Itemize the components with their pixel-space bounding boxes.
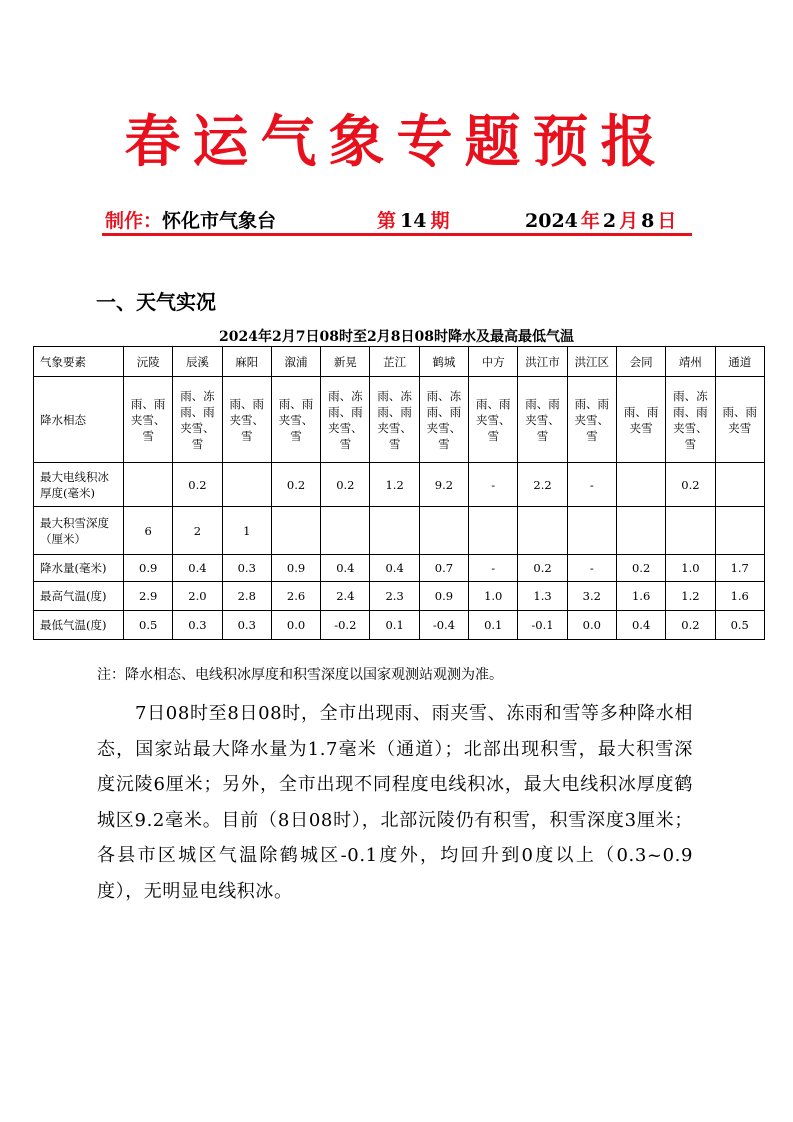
cell-line: 夹雪、 <box>377 420 412 435</box>
cell-line: 夹雪、 <box>180 420 215 435</box>
cell-line: 夹雪、 <box>328 420 363 435</box>
table-cell: 0.3 <box>222 611 271 640</box>
table-cell: 2.4 <box>321 582 370 611</box>
station-header: 辰溪 <box>173 347 222 377</box>
table-cell <box>173 377 222 463</box>
cell-line: 夹雪、 <box>229 412 264 427</box>
row-label <box>34 507 124 555</box>
section-heading: 一、天气实况 <box>96 290 216 314</box>
table-cell: - <box>567 463 616 507</box>
table-cell <box>469 507 518 555</box>
station-header: 通道 <box>715 347 764 377</box>
cell-line: 雨、雨 <box>574 396 610 411</box>
table-cell: -0.4 <box>419 611 468 640</box>
row-label <box>34 463 124 507</box>
table-cell: 0.4 <box>321 555 370 582</box>
cell-line: 夹雪、 <box>130 412 166 427</box>
date-month: 2 <box>602 210 617 232</box>
table-cell: 0.0 <box>271 611 320 640</box>
cell-line: 雨、冻 <box>180 388 215 403</box>
date-month-suffix: 月 <box>619 210 639 232</box>
row-label: 降水量(毫米) <box>34 555 124 582</box>
table-cell: 2.0 <box>173 582 222 611</box>
cell-line: 雨、冻 <box>673 388 708 403</box>
table-cell: 0.9 <box>124 555 173 582</box>
report-header <box>105 206 695 232</box>
table-cell <box>666 377 715 463</box>
report-title: 春运气象专题预报 <box>124 109 669 175</box>
table-cell: 2 <box>173 507 222 555</box>
issue-suffix: 期 <box>430 210 450 232</box>
table-cell <box>222 377 271 463</box>
cell-line: 夹雪 <box>728 420 752 435</box>
cell-line: 夹雪、 <box>475 412 511 427</box>
station-header: 新晃 <box>321 347 370 377</box>
table-cell: 1.3 <box>518 582 567 611</box>
table-cell: 0.0 <box>567 611 616 640</box>
date-day: 8 <box>641 210 655 232</box>
table-cell: 2.3 <box>370 582 419 611</box>
station-header: 鹤城 <box>419 347 468 377</box>
table-cell: 0.4 <box>616 611 665 640</box>
table-cell <box>666 507 715 555</box>
maker-name: 怀化市气象台 <box>162 210 277 232</box>
table-cell: -0.1 <box>518 611 567 640</box>
table-cell: 3.2 <box>567 582 616 611</box>
table-cell: 1.0 <box>469 582 518 611</box>
table-cell: 0.2 <box>271 463 320 507</box>
table-cell: 2.8 <box>222 582 271 611</box>
cell-line: 最大电线积冰 <box>40 469 109 484</box>
table-cell: 0.2 <box>616 555 665 582</box>
cell-line: 雨、冻 <box>426 388 462 403</box>
table-cell: 0.1 <box>370 611 419 640</box>
table-cell: 0.2 <box>173 463 222 507</box>
table-cell: 0.2 <box>666 611 715 640</box>
table-cell: 0.2 <box>321 463 370 507</box>
maker-label: 制作： <box>105 210 163 232</box>
table-cell <box>567 507 616 555</box>
cell-line: 雨、雨 <box>328 404 363 419</box>
table-cell <box>616 463 665 507</box>
table-cell: 0.7 <box>419 555 468 582</box>
table-cell <box>518 507 567 555</box>
table-title: 2024年2月7日08时至2月8日08时降水及最高最低气温 <box>219 329 574 345</box>
table-cell <box>567 377 616 463</box>
station-header: 洪江市 <box>518 347 567 377</box>
issue-prefix: 第 <box>377 210 397 232</box>
table-cell <box>715 463 764 507</box>
summary-paragraph: 7日08时至8日08时，全市出现雨、雨夹雪、冻雨和雪等多种降水相态，国家站最大降水量为1.7毫米（通道）；北部出现积雪，最大积雪深度沅陵6厘米；另外，全市出现不同程度电线积冰，最大电线积冰厚度鹤城区9.2毫米。目前（8日08时），北部沅陵仍有积雪，积雪深度3厘米；各县市区城区气温除鹤城区-0.1度外，均回升到0度以上（0.3~0.9度），无明显电线积冰。 <box>97 703 693 902</box>
table-row <box>34 463 765 507</box>
table-cell: -0.2 <box>321 611 370 640</box>
table-cell: - <box>469 463 518 507</box>
table-row <box>34 582 765 611</box>
table-cell: 1.2 <box>666 582 715 611</box>
issue-number <box>377 206 449 233</box>
weather-table <box>33 346 765 640</box>
cell-line: 最大积雪深度 <box>40 515 109 530</box>
table-cell: 0.2 <box>666 463 715 507</box>
table-cell <box>715 377 764 463</box>
table-cell: 2.6 <box>271 582 320 611</box>
cell-line: 雪 <box>142 428 154 443</box>
station-header: 溆浦 <box>271 347 320 377</box>
cell-line: 雨、雨 <box>623 404 659 419</box>
table-cell: 1.7 <box>715 555 764 582</box>
cell-line: 雪 <box>339 436 352 451</box>
table-cell: 0.5 <box>124 611 173 640</box>
cell-line: 雨、雨 <box>278 396 314 411</box>
table-cell: 1.0 <box>666 555 715 582</box>
cell-line: 夹雪、 <box>673 420 708 435</box>
table-row <box>34 377 765 463</box>
table-cell: 6 <box>124 507 173 555</box>
table-cell: 0.1 <box>469 611 518 640</box>
table-cell <box>518 377 567 463</box>
cell-line: 雨、雨 <box>229 396 264 411</box>
table-cell <box>222 463 271 507</box>
station-header: 芷江 <box>370 347 419 377</box>
table-row <box>34 555 765 582</box>
date-year-suffix: 年 <box>580 210 600 232</box>
table-cell: 0.2 <box>518 555 567 582</box>
table-cell: 1.6 <box>715 582 764 611</box>
issue-no: 14 <box>400 210 427 232</box>
cell-line: 雨、雨 <box>722 404 757 419</box>
row-label: 最高气温(度) <box>34 582 124 611</box>
table-cell <box>124 377 173 463</box>
cell-line: 雨、雨 <box>180 404 215 419</box>
date-day-suffix: 日 <box>657 210 677 232</box>
cell-line: 雪 <box>290 428 302 443</box>
table-note: 注：降水相态、电线积冰厚度和积雪深度以国家观测站观测为准。 <box>97 667 503 683</box>
cell-line: 雨、雨 <box>475 396 511 411</box>
cell-line: 雨、雨 <box>673 404 708 419</box>
cell-line: 夹雪 <box>629 420 653 435</box>
table-cell <box>370 377 419 463</box>
table-cell: 1.6 <box>616 582 665 611</box>
station-header: 会同 <box>616 347 665 377</box>
table-cell: 0.9 <box>271 555 320 582</box>
table-cell <box>469 377 518 463</box>
cell-line: （厘米） <box>40 531 86 546</box>
station-header: 麻阳 <box>222 347 271 377</box>
station-header: 中方 <box>469 347 518 377</box>
maker-info <box>105 206 276 233</box>
table-cell <box>321 507 370 555</box>
date-year: 2024 <box>525 210 578 232</box>
table-cell: 0.3 <box>222 555 271 582</box>
table-cell <box>715 507 764 555</box>
table-cell: 0.9 <box>419 582 468 611</box>
cell-line: 厚度(毫米) <box>40 485 95 500</box>
table-cell: 9.2 <box>419 463 468 507</box>
cell-line: 雨、雨 <box>426 404 462 419</box>
table-cell: 0.4 <box>370 555 419 582</box>
cell-line: 雪 <box>487 428 499 443</box>
table-cell: 1 <box>222 507 271 555</box>
table-header-row <box>34 347 765 377</box>
table-cell <box>370 507 419 555</box>
station-header: 沅陵 <box>124 347 173 377</box>
row-label: 最低气温(度) <box>34 611 124 640</box>
cell-line: 雨、冻 <box>328 388 363 403</box>
table-cell: 2.2 <box>518 463 567 507</box>
table-cell <box>616 377 665 463</box>
station-header: 靖州 <box>666 347 715 377</box>
table-cell <box>271 377 320 463</box>
table-cell: 0.4 <box>173 555 222 582</box>
table-cell: 1.2 <box>370 463 419 507</box>
cell-line: 雪 <box>191 436 204 451</box>
station-header: 洪江区 <box>567 347 616 377</box>
cell-line: 雪 <box>388 436 401 451</box>
table-cell: 0.5 <box>715 611 764 640</box>
header-divider <box>102 233 692 236</box>
cell-line: 夹雪、 <box>574 412 610 427</box>
table-cell: - <box>469 555 518 582</box>
table-cell <box>419 507 468 555</box>
table-cell: 2.9 <box>124 582 173 611</box>
table-cell: - <box>567 555 616 582</box>
table-row <box>34 611 765 640</box>
cell-line: 雪 <box>586 428 598 443</box>
cell-line: 雪 <box>438 436 450 451</box>
table-cell <box>419 377 468 463</box>
cell-line: 夹雪、 <box>278 412 314 427</box>
cell-line: 雨、雨 <box>377 404 412 419</box>
table-row <box>34 507 765 555</box>
cell-line: 雨、冻 <box>377 388 412 403</box>
cell-line: 雨、雨 <box>130 396 166 411</box>
table-cell <box>321 377 370 463</box>
cell-line: 夹雪、 <box>525 412 560 427</box>
cell-line: 雪 <box>684 436 697 451</box>
table-cell <box>271 507 320 555</box>
row-label: 降水相态 <box>34 377 124 463</box>
report-date <box>525 206 676 233</box>
cell-line: 雨、雨 <box>525 396 560 411</box>
cell-line: 雪 <box>240 428 253 443</box>
table-cell <box>124 463 173 507</box>
cell-line: 雪 <box>536 428 549 443</box>
table-cell <box>616 507 665 555</box>
corner-header: 气象要素 <box>34 347 124 377</box>
cell-line: 夹雪、 <box>426 420 462 435</box>
table-cell: 0.3 <box>173 611 222 640</box>
